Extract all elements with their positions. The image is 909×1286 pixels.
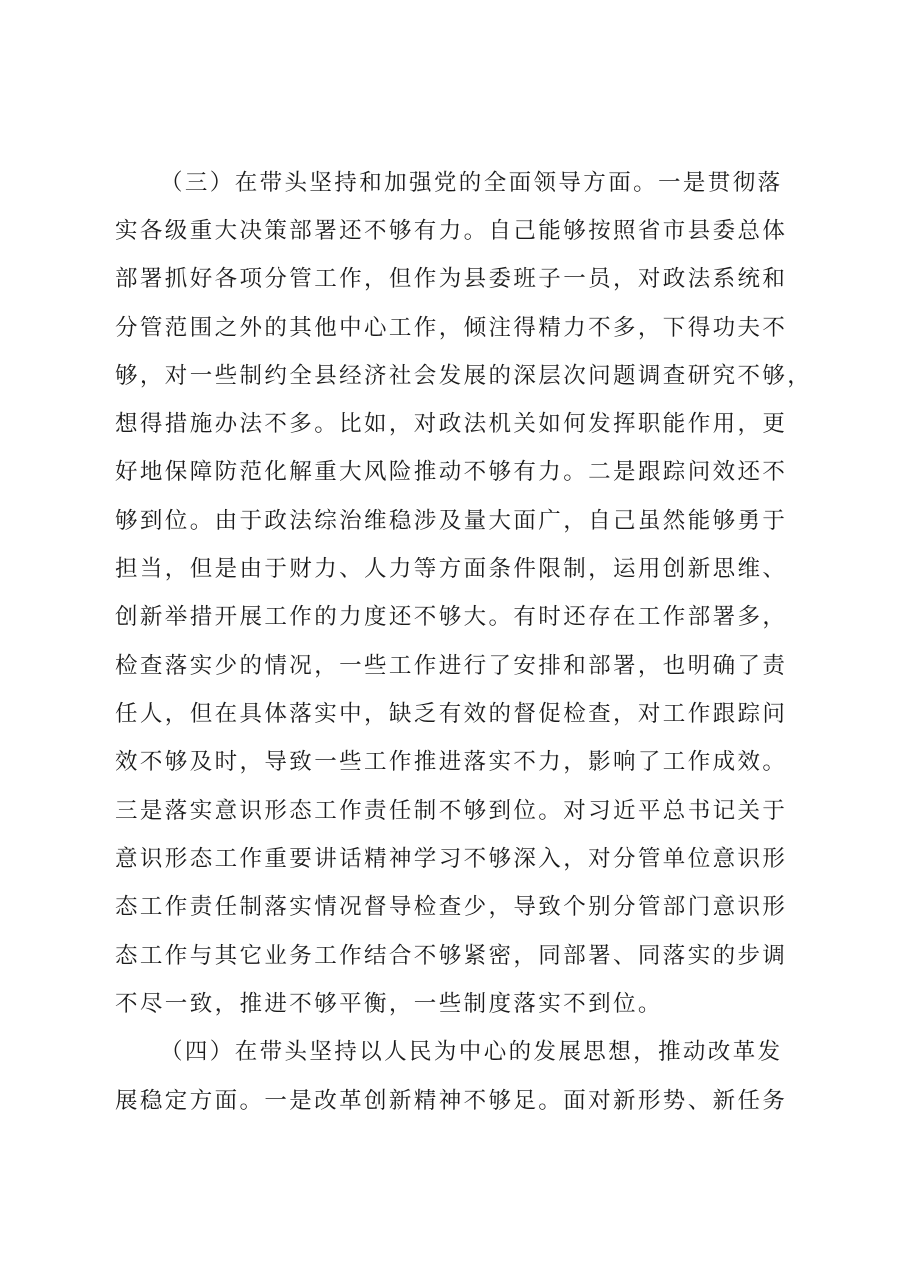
text-line: 实各级重大决策部署还不够有力。自己能够按照省市县委总体 (115, 218, 788, 244)
text-line: 展稳定方面。一是改革创新精神不够足。面对新形势、新任务 (115, 1088, 788, 1114)
text-line: 部署抓好各项分管工作，但作为县委班子一员，对政法系统和 (115, 266, 788, 292)
text-line: （三）在带头坚持和加强党的全面领导方面。一是贯彻落 (160, 170, 783, 196)
text-line: 三是落实意识形态工作责任制不够到位。对习近平总书记关于 (115, 798, 788, 824)
text-line: 够，对一些制约全县经济社会发展的深层次问题调查研究不够， (115, 363, 813, 389)
text-line: 创新举措开展工作的力度还不够大。有时还存在工作部署多， (115, 604, 788, 630)
text-line: 意识形态工作重要讲话精神学习不够深入，对分管单位意识形 (115, 846, 788, 872)
text-line: 不尽一致，推进不够平衡，一些制度落实不到位。 (115, 991, 663, 1017)
text-line: 够到位。由于政法综治维稳涉及量大面广，自己虽然能够勇于 (115, 508, 788, 534)
text-line: 分管范围之外的其他中心工作，倾注得精力不多，下得功夫不 (115, 315, 788, 341)
text-line: 效不够及时，导致一些工作推进落实不力，影响了工作成效。 (115, 749, 788, 775)
text-line: 想得措施办法不多。比如，对政法机关如何发挥职能作用，更 (115, 411, 788, 437)
text-line: 任人，但在具体落实中，缺乏有效的督促检查，对工作跟踪问 (115, 701, 788, 727)
text-line: 好地保障防范化解重大风险推动不够有力。二是跟踪问效还不 (115, 459, 788, 485)
text-line: （四）在带头坚持以人民为中心的发展思想，推动改革发 (160, 1039, 783, 1065)
text-line: 检查落实少的情况，一些工作进行了安排和部署，也明确了责 (115, 653, 788, 679)
text-line: 担当，但是由于财力、人力等方面条件限制，运用创新思维、 (115, 556, 788, 582)
text-line: 态工作与其它业务工作结合不够紧密，同部署、同落实的步调 (115, 943, 788, 969)
text-line: 态工作责任制落实情况督导检查少，导致个别分管部门意识形 (115, 894, 788, 920)
